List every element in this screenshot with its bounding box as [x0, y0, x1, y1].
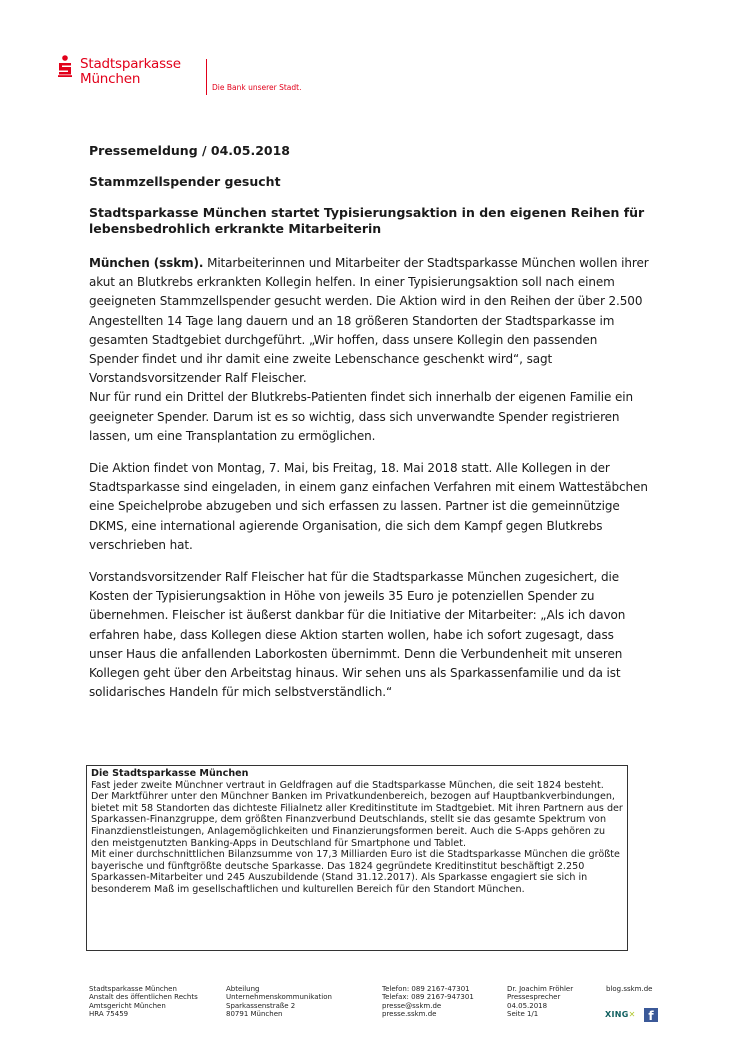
footer-line: Stadtsparkasse München [89, 985, 177, 993]
bank-name-line2: München [80, 71, 141, 87]
press-release [89, 143, 649, 715]
facebook-icon[interactable]: f [644, 1008, 658, 1022]
lead-text-2: Nur für rund ein Drittel der Blutkrebs-Patienten findet sich innerhalb der eigenen Familie ein geeigneter Spender. Darum ist es so wichtig, dass sich unverwandte Spender registrieren lassen, um eine Transplantation zu ermöglichen. [89, 390, 633, 443]
footer-email-link[interactable]: presse@sskm.de [382, 1001, 442, 1010]
footer-blog-link[interactable]: blog.sskm.de [606, 985, 653, 993]
footer-col-department [226, 985, 332, 1019]
footer-page-number: Seite 1/1 [507, 1010, 539, 1019]
xing-label: XING [605, 1010, 629, 1019]
bank-name-line1: Stadtsparkasse [80, 56, 181, 72]
sparkasse-s-icon [58, 55, 72, 77]
dateline: Pressemeldung / 04.05.2018 [89, 143, 290, 158]
lead-paragraph [89, 254, 649, 446]
footer-line: 80791 München [226, 1010, 283, 1019]
lead-label: München (sskm). [89, 256, 204, 270]
paragraph-2: Die Aktion findet von Montag, 7. Mai, bis Freitag, 18. Mai 2018 statt. Alle Kollegen in der Stadtsparkasse sind eingeladen, in einem ganz einfachen Verfahren mit einem Wattestäbchen eine Speichelprobe abzugeben und sich erfassen zu lassen. Partner ist die gemeinnützige DKMS, eine international agierende Organisation, die sich dem Kampf gegen Blutkrebs verschrieben hat. [89, 461, 648, 552]
about-box-text-2: Mit einer durchschnittlichen Bilanzsumme von 17,3 Milliarden Euro ist die Stadtsparkasse München die größte bayerische und fünftgrößte deutsche Sparkasse. Das 1824 gegründete Kreditinstitut beschäftigt 2.250 Sparkassen-Mitarbeiter und 245 Auszubildende (Stand 31.12.2017). Als Sparkasse engagiert sie sich in besonderem Maß im gesellschaftlichen und kulturellen Bereich für den Standort München. [91, 849, 620, 895]
footer-line: Pressesprecher [507, 993, 561, 1002]
about-box [86, 765, 628, 951]
footer-line: Abteilung [226, 985, 260, 993]
footer-line: Unternehmenskommunikation [226, 993, 332, 1002]
xing-icon[interactable]: XING✕ [605, 1010, 636, 1019]
headline: Stadtsparkasse München startet Typisierungsaktion in den eigenen Reihen für lebensbedrohlich erkrankte Mitarbeiterin [89, 205, 645, 236]
footer-website-link[interactable]: presse.sskm.de [382, 1010, 437, 1019]
bank-slogan: Die Bank unserer Stadt. [212, 83, 302, 92]
subline: Stammzellspender gesucht [89, 174, 281, 189]
paragraph-3: Vorstandsvorsitzender Ralf Fleischer hat für die Stadtsparkasse München zugesichert, die Kosten der Typisierungsaktion in Höhe von jeweils 35 Euro je potenziellen Spender zu übernehmen. Fleischer ist äußerst dankbar für die Initiative der Mitarbeiter: „Als ich davon erfahren habe, dass Kollegen diese Aktion starten wollen, habe ich sofort zugesagt, dass unser Haus die anfallenden Laborkosten übernimmt. Denn die Verbundenheit mit unseren Kollegen geht über den Arbeitstag hinaus. Wir sehen uns als Sparkassenfamilie und da ist solidarisches Handeln für mich selbstverständlich.“ [89, 570, 626, 700]
lead-text: Mitarbeiterinnen und Mitarbeiter der Stadtsparkasse München wollen ihrer akut an Blutkrebs erkrankten Kollegin helfen. In einer Typisierungsaktion soll nach einem geeigneten Stammzellspender gesucht werden. Die Aktion wird in den Reihen der über 2.500 Angestellten 14 Tage lang dauern und an 18 größeren Standorten der Stadtsparkasse im gesamten Stadtgebiet durchgeführt. „Wir hoffen, dass unsere Kollegin den passenden Spender findet und ihr damit eine zweite Lebenschance geschenkt wird“, sagt Vorstandsvorsitzender Ralf Fleischer. [89, 256, 649, 386]
footer-line: Sparkassenstraße 2 [226, 1001, 296, 1010]
footer-phone: Telefon: 089 2167-47301 [382, 985, 470, 993]
footer-line: Anstalt des öffentlichen Rechts [89, 993, 198, 1002]
about-box-text-1: Fast jeder zweite Münchner vertraut in Geldfragen auf die Stadtsparkasse München, die seit 1824 besteht. Der Marktführer unter den Münchner Banken im Privatkundenbereich, bezogen auf Hauptbankverbindungen, bietet mit 58 Standorten das dichteste Filialnetz aller Kreditinstitute im Stadtgebiet. Mit ihren Partnern aus der Sparkassen-Finanzgruppe, dem größten Finanzverbund Deutschlands, stellt sie das gesamte Spektrum von Finanzdienstleistungen, Anlagemöglichkeiten und Finanzierungsformen bereit. Auch die S-Apps gehören zu den meistgenutzten Banking-Apps in Deutschland für Smartphone und Tablet. [91, 779, 623, 849]
bank-name [80, 57, 181, 87]
footer-date: 04.05.2018 [507, 1001, 548, 1010]
footer-col-spokesperson [507, 985, 573, 1019]
footer-line: Dr. Joachim Fröhler [507, 985, 574, 993]
footer-line: Amtsgericht München [89, 1001, 166, 1010]
footer-col-contact [382, 985, 474, 1019]
footer-line: HRA 75459 [89, 1010, 129, 1019]
footer-col-legal [89, 985, 198, 1019]
footer-fax: Telefax: 089 2167-947301 [382, 993, 474, 1002]
about-box-title: Die Stadtsparkasse München [91, 768, 249, 779]
logo-divider [206, 59, 207, 95]
